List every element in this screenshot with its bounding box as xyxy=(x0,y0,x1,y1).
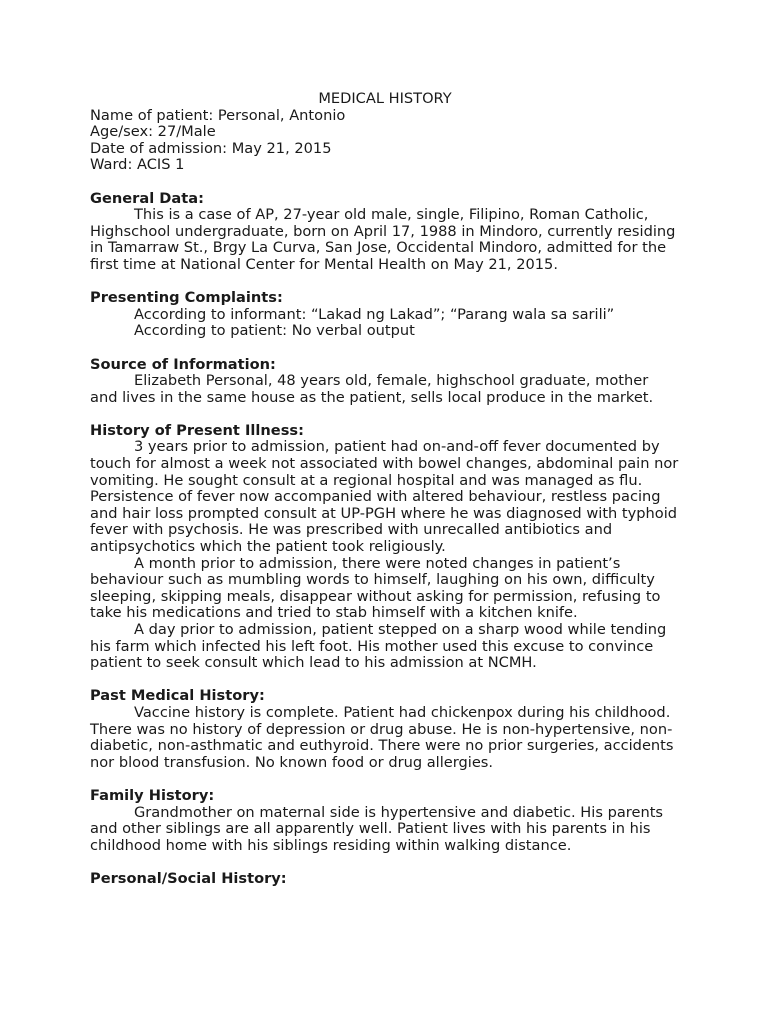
document-page xyxy=(90,91,680,888)
age-sex: Age/sex: 27/Male xyxy=(90,123,216,141)
family-history-heading: Family History: xyxy=(90,786,215,804)
family-history-text: Grandmother on maternal side is hypertensive and diabetic. His parents and other siblings are all apparently well. Patient lives with his parents in his childhood home with his siblings residing within walking distance. xyxy=(90,803,664,854)
present-illness-section xyxy=(90,423,680,672)
present-illness-paragraph: A month prior to admission, there were noted changes in patient’s behaviour such as mumbling words to himself, laughing on his own, difficulty sleeping, skipping meals, disappear without asking for permission, refusing to take his medications and tried to stab himself with a kitchen knife. xyxy=(90,554,661,622)
family-history-section xyxy=(90,788,680,854)
presenting-complaints-section xyxy=(90,290,680,340)
present-illness-heading: History of Present Illness: xyxy=(90,421,304,439)
past-medical-history-section xyxy=(90,688,680,771)
document-title: MEDICAL HISTORY xyxy=(318,90,452,107)
presenting-complaints-heading: Presenting Complaints: xyxy=(90,289,283,307)
source-of-information-heading: Source of Information: xyxy=(90,355,276,373)
past-medical-history-text: Vaccine history is complete. Patient had chickenpox during his childhood. There was no history of depression or drug abuse. He is non-hypertensive, non-diabetic, non-asthmatic and euthyroid. There were no prior surgeries, accidents nor blood transfusion. No known food or drug allergies. xyxy=(90,703,674,771)
personal-social-history-section xyxy=(90,871,680,888)
general-data-heading: General Data: xyxy=(90,189,204,207)
source-of-information-text: Elizabeth Personal, 48 years old, female, highschool graduate, mother and lives in the same house as the patient, sells local produce in the market. xyxy=(90,372,654,406)
ward: Ward: ACIS 1 xyxy=(90,156,185,174)
personal-social-history-heading: Personal/Social History: xyxy=(90,869,287,887)
complaint-informant: According to informant: “Lakad ng Lakad”; “Parang wala sa sarili” xyxy=(134,305,615,323)
date-of-admission: Date of admission: May 21, 2015 xyxy=(90,139,332,157)
general-data-section xyxy=(90,191,680,274)
patient-name: Name of patient: Personal, Antonio xyxy=(90,106,346,124)
complaint-patient: According to patient: No verbal output xyxy=(134,322,415,340)
general-data-text: This is a case of AP, 27-year old male, single, Filipino, Roman Catholic, Highschool undergraduate, born on April 17, 1988 in Mindoro, currently residing in Tamarraw St., Brgy La Curva, San Jose, Occidental Mindoro, admitted for the first time at National Center for Mental Health on May 21, 2015. xyxy=(90,206,676,273)
source-of-information-section xyxy=(90,357,680,407)
past-medical-history-heading: Past Medical History: xyxy=(90,687,265,705)
present-illness-paragraph: A day prior to admission, patient stepped on a sharp wood while tending his farm which infected his left foot. His mother used this excuse to convince patient to seek consult which lead to his admission at NCMH. xyxy=(90,621,667,672)
present-illness-paragraph: 3 years prior to admission, patient had on-and-off fever documented by touch for almost a week not associated with bowel changes, abdominal pain nor vomiting. He sought consult at a regional hospital and was managed as flu. Persistence of fever now accompanied with altered behaviour, restless pacing and hair loss prompted consult at UP-PGH where he was diagnosed with typhoid fever with psychosis. He was prescribed with unrecalled antibiotics and antipsychotics which the patient took religiously. xyxy=(90,438,679,556)
